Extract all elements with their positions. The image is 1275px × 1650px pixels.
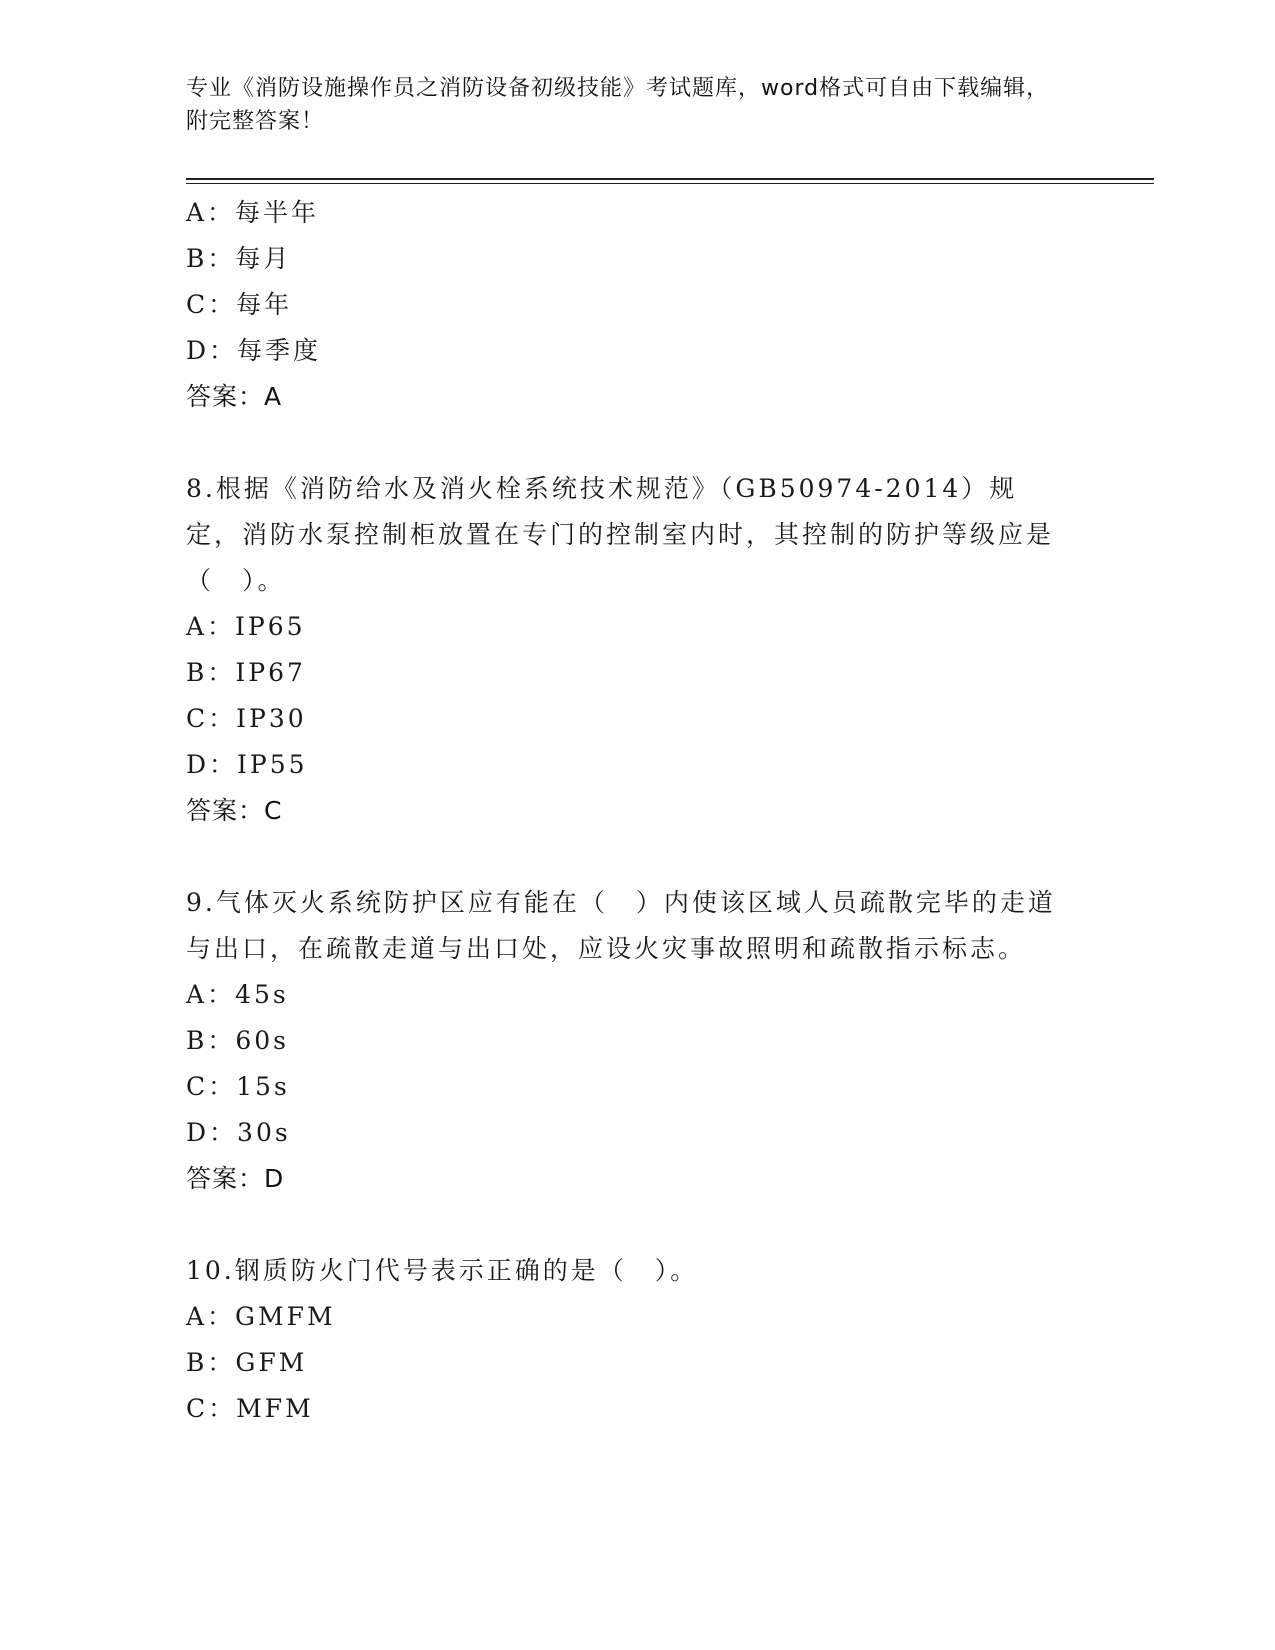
- question-stem: 9.气体灭火系统防护区应有能在（ ）内使该区域人员疏散完毕的走道与出口，在疏散走道与出口处，应设火灾事故照明和疏散指示标志。: [186, 888, 1056, 963]
- question-block-9: [186, 880, 1066, 1202]
- question-stem: 8.根据《消防给水及消火栓系统技术规范》（GB50974-2014）规定，消防水泵控制柜放置在专门的控制室内时，其控制的防护等级应是（ ）。: [186, 474, 1055, 595]
- question-stem: 10.钢质防火门代号表示正确的是（ ）。: [186, 1256, 699, 1285]
- option-b: B：60s: [186, 1026, 290, 1055]
- option-d: D：30s: [186, 1118, 291, 1147]
- option-a: A：GMFM: [186, 1302, 336, 1331]
- option-b: B：IP67: [186, 658, 306, 687]
- header-divider: [186, 178, 1154, 180]
- question-block-8: [186, 466, 1066, 834]
- question-block-7: [186, 190, 1066, 420]
- option-a: A：每半年: [186, 198, 320, 227]
- option-c: C：15s: [186, 1072, 290, 1101]
- option-d: D：每季度: [186, 336, 322, 365]
- option-c: C：MFM: [186, 1394, 314, 1423]
- question-block-10: [186, 1248, 1066, 1432]
- answer: 答案：A: [186, 382, 283, 411]
- option-b: B：每月: [186, 244, 292, 273]
- option-a: A：45s: [186, 980, 289, 1009]
- header-divider-thin: [186, 183, 1154, 184]
- option-c: C：每年: [186, 290, 293, 319]
- option-a: A：IP65: [186, 612, 306, 641]
- answer: 答案：D: [186, 1164, 285, 1193]
- answer: 答案：C: [186, 796, 283, 825]
- option-d: D：IP55: [186, 750, 308, 779]
- question-list: [186, 190, 1066, 1432]
- option-c: C：IP30: [186, 704, 307, 733]
- option-b: B：GFM: [186, 1348, 308, 1377]
- document-header: 专业《消防设施操作员之消防设备初级技能》考试题库，word格式可自由下载编辑，附完整答案！: [186, 76, 1050, 134]
